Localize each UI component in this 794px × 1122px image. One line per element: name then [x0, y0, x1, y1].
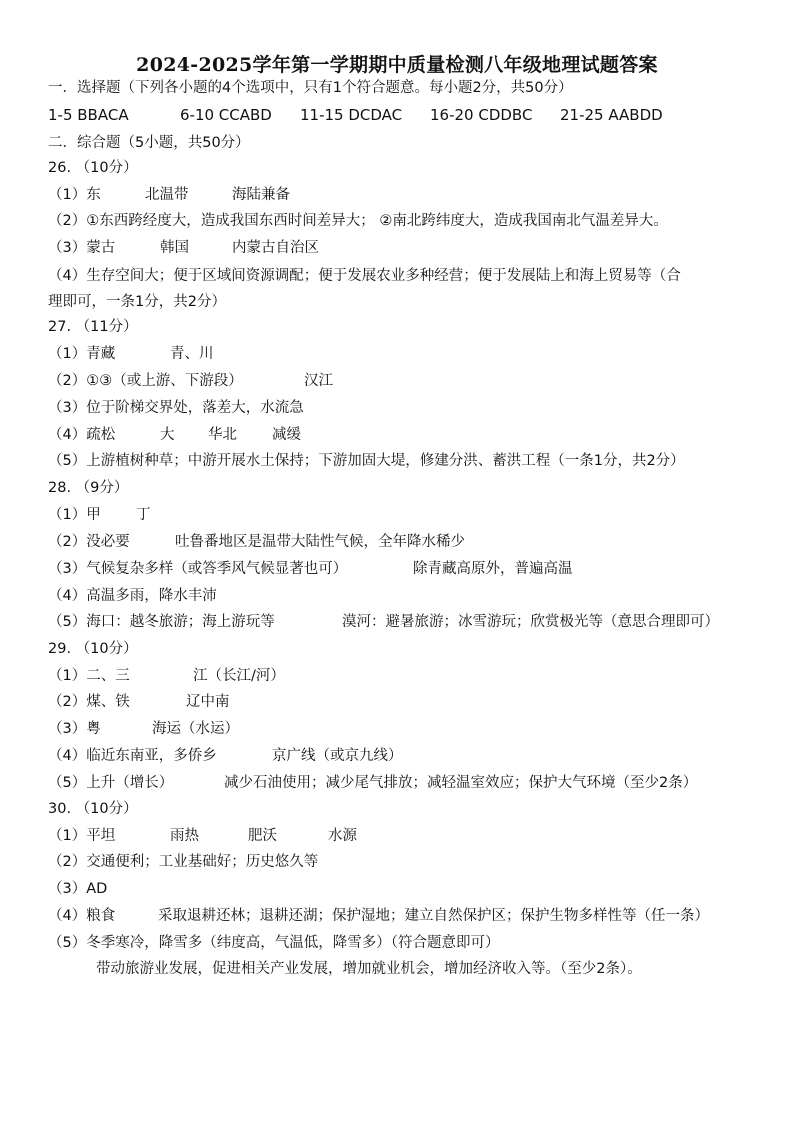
q27-answer-4	[48, 425, 301, 445]
q29-3-a: （3）粤	[48, 721, 101, 737]
q26-answer-2: （2）①东西跨经度大，造成我国东西时间差异大； ②南北跨纬度大，造成我国南北气温差异大。	[48, 213, 668, 229]
q30-answer-5-line2: 带动旅游业发展，促进相关产业发展，增加就业机会，增加经济收入等。（至少2条）。	[96, 961, 642, 977]
q26-header: 26. （10分）	[48, 160, 138, 176]
q26-answer-4-line1: （4）生存空间大；便于区域间资源调配；便于发展农业多种经营；便于发展陆上和海上贸易等（合	[48, 268, 681, 284]
q26-1-a: （1）东	[48, 187, 101, 203]
choice-answers-row	[48, 105, 663, 125]
q29-5-b: 减少石油使用；减少尾气排放；减轻温室效应；保护大气环境（至少2条）	[224, 775, 698, 791]
q30-1-d: 水源	[328, 828, 357, 844]
q29-1-a: （1）二、三	[48, 668, 130, 684]
q27-answer-2	[48, 371, 333, 391]
q27-2-b: 汉江	[304, 373, 333, 389]
q28-1-a: （1）甲	[48, 507, 101, 523]
q27-2-a: （2）①③（或上游、下游段）	[48, 373, 243, 389]
q29-5-a: （5）上升（增长）	[48, 775, 174, 791]
q28-answer-5	[48, 612, 719, 632]
q29-answer-1	[48, 666, 285, 686]
q26-answer-4-line2: 理即可，一条1分，共2分）	[48, 294, 226, 310]
q30-answer-3: （3）AD	[48, 881, 108, 897]
answers-21-25: 21-25 AABDD	[560, 106, 663, 124]
q28-2-b: 吐鲁番地区是温带大陆性气候，全年降水稀少	[175, 534, 465, 550]
q26-answer-3	[48, 238, 319, 258]
q28-answer-3	[48, 559, 573, 579]
q28-answer-4: （4）高温多雨，降水丰沛	[48, 588, 217, 604]
q27-1-a: （1）青藏	[48, 346, 116, 362]
q26-3-b: 韩国	[160, 240, 189, 256]
section2-heading: 二．综合题（5小题，共50分）	[48, 135, 250, 151]
q28-5-a: （5）海口：越冬旅游；海上游玩等	[48, 614, 275, 630]
q30-1-b: 雨热	[170, 828, 199, 844]
q27-4-a: （4）疏松	[48, 427, 116, 443]
q26-answer-1	[48, 185, 290, 205]
q30-4-a: （4）粮食	[48, 908, 116, 924]
q29-1-b: 江（长江/河）	[193, 668, 285, 684]
q27-header: 27. （11分）	[48, 319, 138, 335]
q30-header: 30. （10分）	[48, 801, 138, 817]
q27-4-b: 大	[160, 427, 175, 443]
q30-1-a: （1）平坦	[48, 828, 116, 844]
q28-header: 28. （9分）	[48, 480, 129, 496]
q29-answer-2	[48, 692, 230, 712]
q29-4-a: （4）临近东南亚，多侨乡	[48, 748, 217, 764]
q28-5-b: 漠河：避暑旅游；冰雪游玩；欣赏极光等（意思合理即可）	[342, 614, 719, 630]
q29-4-b: 京广线（或京九线）	[272, 748, 403, 764]
q26-3-a: （3）蒙古	[48, 240, 116, 256]
page-title: 2024-2025学年第一学期期中质量检测八年级地理试题答案	[136, 54, 658, 76]
q29-3-b: 海运（水运）	[152, 721, 239, 737]
q28-1-b: 丁	[136, 507, 151, 523]
q27-answer-1	[48, 344, 214, 364]
q28-answer-1	[48, 505, 151, 525]
q30-1-c: 肥沃	[248, 828, 277, 844]
q30-answer-4	[48, 906, 709, 926]
answers-1-5: 1-5 BBACA	[48, 106, 129, 124]
answers-11-15: 11-15 DCDAC	[300, 106, 403, 124]
q26-1-c: 海陆兼备	[232, 187, 290, 203]
q30-4-b: 采取退耕还林；退耕还湖；保护湿地；建立自然保护区；保护生物多样性等（任一条）	[158, 908, 709, 924]
q26-3-c: 内蒙古自治区	[232, 240, 319, 256]
q28-2-a: （2）没必要	[48, 534, 130, 550]
q28-answer-2	[48, 532, 465, 552]
q29-answer-3	[48, 719, 239, 739]
q27-answer-3: （3）位于阶梯交界处，落差大，水流急	[48, 400, 304, 416]
q26-1-b: 北温带	[145, 187, 189, 203]
q30-answer-1	[48, 826, 357, 846]
q28-3-a: （3）气候复杂多样（或答季风气候显著也可）	[48, 561, 348, 577]
q27-answer-5: （5）上游植树种草；中游开展水土保持；下游加固大堤，修建分洪、蓄洪工程（一条1分，共2分）	[48, 453, 685, 469]
q29-2-a: （2）煤、铁	[48, 694, 130, 710]
answers-6-10: 6-10 CCABD	[180, 106, 272, 124]
q29-answer-4	[48, 746, 403, 766]
q30-answer-5-line1: （5）冬季寒冷，降雪多（纬度高，气温低，降雪多）（符合题意即可）	[48, 935, 500, 951]
q29-header: 29. （10分）	[48, 641, 138, 657]
q27-4-d: 减缓	[272, 427, 301, 443]
q29-2-b: 辽中南	[186, 694, 230, 710]
q27-1-b: 青、川	[170, 346, 214, 362]
answers-16-20: 16-20 CDDBC	[430, 106, 533, 124]
q28-3-b: 除青藏高原外，普遍高温	[413, 561, 573, 577]
section1-heading: 一．选择题（下列各小题的4个选项中，只有1个符合题意。每小题2分，共50分）	[48, 80, 573, 96]
q30-answer-2: （2）交通便利；工业基础好；历史悠久等	[48, 854, 319, 870]
q29-answer-5	[48, 773, 698, 793]
q27-4-c: 华北	[208, 427, 237, 443]
